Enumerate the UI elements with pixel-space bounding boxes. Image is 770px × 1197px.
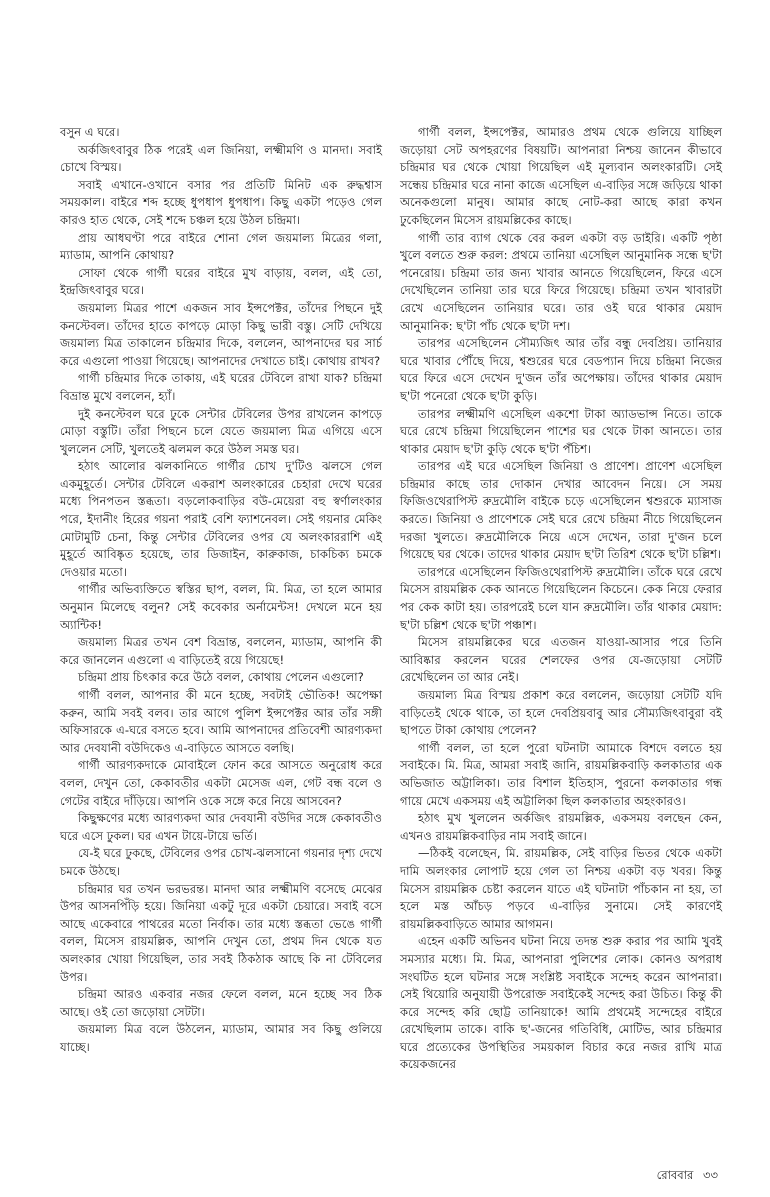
paragraph: গার্গী চন্দ্রিমার দিকে তাকায়, এই ঘরের টেবিলে রাখা যাক? চন্দ্রিমা বিভ্রান্ত মুখে বললেন, হ্যাঁ। [60,371,382,403]
paragraph: এহেন একটি অভিনব ঘটনা নিয়ে তদন্ত শুরু করার পর আমি খুবই সমস্যার মধ্যে। মি. মিত্র, আপনারা পুলিশের লোক। কোনও অপরাধ সংঘটিত হলে ঘটনার সঙ্গে সংশ্লিষ্ট সবাইকে সন্দেহ করেন আপনারা। সেই থিয়োরি অনুযায়ী উপরোক্ত সবাইকেই সন্দেহ করা উচিত। কিন্তু কী করে সন্দেহ করি ছোট্ট তানিয়াকে! আমি প্রথমেই সন্দেহের বাইরে রেখেছিলাম তাকে। বাকি ছ'-জনের গতিবিধি, মোটিভ, আর চন্দ্রিমার ঘরে প্রত্যেকের উপস্থিতির সময়কাল বিচার করে নজর রাখি মাত্র কয়েকজনের [400,934,722,1072]
paragraph: যে-ই ঘরে ঢুকছে, টেবিলের ওপর চোখ-ঝলসানো গয়নার দৃশ্য দেখে চমকে উঠছে। [60,846,382,878]
paragraph: চন্দ্রিমা আরও একবার নজর ফেলে বলল, মনে হচ্ছে সব ঠিক আছে। ওই তো জড়োয়া সেটটা। [60,987,382,1019]
paragraph: গার্গীর অভিব্যক্তিতে স্বস্তির ছাপ, বলল, মি. মিত্র, তা হলে আমার অনুমান মিলেছে বলুন? সেই কবেকার অর্নামেন্টস! দেখলে মনে হয় অ্যান্টিক! [60,582,382,632]
paragraph: চন্দ্রিমা প্রায় চিৎকার করে উঠে বলল, কোথায় পেলেন এগুলো? [78,670,364,685]
paragraph: গার্গী বলল, তা হলে পুরো ঘটনাটা আমাকে বিশদে বলতে হয় সবাইকে। মি. মিত্র, আমরা সবাই জানি, রায়মল্লিকবাড়ি কলকাতার এক অভিজাত অট্টালিকা। তার বিশাল ইতিহাস, পুরনো কলকাতার গন্ধ গায়ে মেখে একসময় এই অট্টালিকা ছিল কলকাতার অহংকারও। [400,740,722,808]
paragraph: জয়মাল্য মিত্র বলে উঠলেন, ম্যাডাম, আমার সব কিছু গুলিয়ে যাচ্ছে। [60,1022,382,1054]
left-column [60,124,382,1056]
paragraph: সোফা থেকে গার্গী ঘরের বাইরে মুখ বাড়ায়, বলল, এই তো, ইন্দ্রজিৎবাবুর ঘরে। [60,265,382,298]
paragraph: বসুন এ ঘরে। [60,125,120,139]
paragraph: তারপর এসেছিলেন সৌম্যজিৎ আর তাঁর বন্ধু দেবপ্রিয়। তানিয়ার ঘরে খাবার পৌঁছে দিয়ে, শ্বশুরের ঘরে বেডপ্যান দিয়ে চন্দ্রিমা নিজের ঘরে ফিরে এসে দেখেন দু'জন তাঁর অপেক্ষায়। তাঁদের থাকার মেয়াদ ছ'টা পনেরো থেকে ছ'টা কুড়ি। [400,336,722,403]
paragraph: জয়মাল্য মিত্র বিস্ময় প্রকাশ করে বললেন, জড়োয়া সেটটি যদি বাড়িতেই থেকে থাকে, তা হলে দেবপ্রিয়বাবু আর সৌম্যজিৎবাবুরা বই ছাপতে টাকা কোথায় পেলেন? [400,688,722,738]
section-name: রোববার [656,1168,694,1182]
paragraph: হঠাৎ মুখ খুললেন অর্কজিৎ রায়মল্লিক, একসময় বলছেন কেন, এখনও রায়মল্লিকবাড়ির নাম সবাই জানে। [400,811,722,843]
paragraph: গার্গী বলল, আপনার কী মনে হচ্ছে, সবটাই ভৌতিক! অপেক্ষা করুন, আমি সবই বলব। তার আগে পুলিশ ইন্সপেক্টর আর তাঁর সঙ্গী অফিসারকে এ-ঘরে বসতে হবে। আমি আপনাদের প্রতিবেশী আরণ্যকদা আর দেবযানী বউদিকেও এ-বাড়িতে আসতে বলছি। [60,688,382,755]
page-footer [651,1167,718,1186]
paragraph: জয়মাল্য মিত্রর তখন বেশ বিভ্রান্ত, বললেন, ম্যাডাম, আপনি কী করে জানলেন এগুলো এ বাড়িতেই রয়ে গিয়েছে! [60,635,382,667]
paragraph: জয়মাল্য মিত্রর পাশে একজন সাব ইন্সপেক্টর, তাঁদের পিছনে দুই কনস্টেবল। তাঁদের হাতে কাপড়ে মোড়া কিছু ভারী বস্তু। সেটি দেখিয়ে জয়মাল্য মিত্র তাকালেন চন্দ্রিমার দিকে, বললেন, আপনাদের ঘর সার্চ করে এগুলো পাওয়া গিয়েছে। আপনাদের দেখাতে চাই। কোথায় রাখব? [60,300,382,368]
paragraph: —ঠিকই বলেছেন, মি. রায়মল্লিক, সেই বাড়ির ভিতর থেকে একটা দামি অলংকার লোপাট হয়ে গেল তা নিশ্চয় একটা বড় খবর। কিন্তু মিসেস রায়মল্লিক চেষ্টা করলেন যাতে এই ঘটনাটা পাঁচকান না হয়, তা হলে মস্ত আঁচড় পড়বে এ-বাড়ির সুনামে। সেই কারণেই রায়মল্লিকবাড়িতে আমার আগমন। [400,846,722,931]
paragraph: সবাই এখানে-ওখানে বসার পর প্রতিটি মিনিট এক রুদ্ধশ্বাস সময়কাল। বাইরে শব্দ হচ্ছে ধুপধাপ ধুপধাপ। কিছু একটা পড়েও গেল কারও হাত থেকে, সেই শব্দে চঞ্চল হয়ে উঠল চন্দ্রিমা। [60,177,382,227]
paragraph: দুই কনস্টেবল ঘরে ঢুকে সেন্টার টেবিলের উপর রাখলেন কাপড়ে মোড়া বস্তুটি। তাঁরা পিছনে চলে যেতে জয়মাল্য মিত্র এগিয়ে এসে খুললেন সেটি, খুলতেই ঝলমল করে উঠল সমস্ত ঘর। [60,406,382,456]
paragraph: কিছুক্ষণের মধ্যে আরণ্যকদা আর দেবযানী বউদির সঙ্গে কেকাবতীও ঘরে এসে ঢুকল। ঘর এখন টায়ে-টায়ে ভর্তি। [60,811,382,843]
paragraph: অর্কজিৎবাবুর ঠিক পরেই এল জিনিয়া, লক্ষ্মীমণি ও মানদা। সবাই চোখে বিস্ময়। [60,142,382,175]
paragraph: প্রায় আধঘণ্টা পরে বাইরে শোনা গেল জয়মাল্য মিত্রের গলা, ম্যাডাম, আপনি কোথায়? [60,230,382,263]
right-column [400,124,722,1074]
paragraph: তারপর লক্ষ্মীমণি এসেছিল একশো টাকা অ্যাডভান্স নিতে। তাকে ঘরে রেখে চন্দ্রিমা গিয়েছিলেন পাশের ঘর থেকে টাকা আনতে। তার থাকার মেয়াদ ছ'টা কুড়ি থেকে ছ'টা পঁচিশ। [400,406,722,456]
page-number: ৩৩ [703,1168,718,1182]
paragraph: হঠাৎ আলোর ঝলকানিতে গার্গীর চোখ দু'টিও ঝলসে গেল একমুহূর্তে। সেন্টার টেবিলে একরাশ অলংকারের চেহারা দেখে ঘরের মধ্যে পিনপতন স্তব্ধতা। বড়লোকবাড়ির বউ-মেয়েরা বহু স্বর্ণালংকার পরে, ইদানীং হিরের গয়না পরাই বেশি ফ্যাশনেবল। সেই গয়নার মেকিং মোটামুটি চেনা, কিন্তু সেন্টার টেবিলের ওপর যে অলংকাররাশি এই মুহূর্তে আবিষ্কৃত হয়েছে, তার ডিজাইন, কারুকাজ, চাকচিক্য চমকে দেওয়ার মতো। [60,459,382,579]
paragraph: চন্দ্রিমার ঘর তখন ভরভরন্ত। মানদা আর লক্ষ্মীমণি বসেছে মেঝের উপর আসনপিঁড়ি হয়ে। জিনিয়া একটু দূরে একটা চেয়ারে। সবাই বসে আছে একেবারে পাথরের মতো নির্বাক। তার মধ্যে স্তব্ধতা ভেঙে গার্গী বলল, মিসেস রায়মল্লিক, আপনি দেখুন তো, প্রথম দিন থেকে যত অলংকার খোয়া গিয়েছিল, তার সবই ঠিকঠাক আছে কি না টেবিলের উপর। [60,881,382,984]
paragraph: গার্গী আরণ্যকদাকে মোবাইলে ফোন করে আসতে অনুরোধ করে বলল, দেখুন তো, কেকাবতীর একটা মেসেজ এল, গেট বন্ধ বলে ও গেটের বাইরে দাঁড়িয়ে। আপনি ওকে সঙ্গে করে নিয়ে আসবেন? [60,758,382,808]
paragraph: গার্গী বলল, ইন্সপেক্টর, আমারও প্রথম থেকে গুলিয়ে যাচ্ছিল জড়োয়া সেট অপহরণের বিষয়টি। আপনারা নিশ্চয় জানেন কীভাবে চন্দ্রিমার ঘর থেকে খোয়া গিয়েছিল এই মূল্যবান অলংকারটি। সেই সন্ধেয় চন্দ্রিমার ঘরে নানা কাজে এসেছিল এ-বাড়ির সঙ্গে জড়িয়ে থাকা অনেকগুলো মানুষ। আমার কাছে নোট-করা আছে কারা কখন ঢুকেছিলেন মিসেস রায়মল্লিকের কাছে। [400,125,722,227]
paragraph: তারপর এই ঘরে এসেছিল জিনিয়া ও প্রাণেশ। প্রাণেশ এসেছিল চন্দ্রিমার কাছে তার দোকান দেখার আবেদন নিয়ে। সে সময় ফিজিওথেরাপিস্ট রুদ্রমৌলি বাইকে চড়ে এসেছিলেন শ্বশুরকে ম্যাসাজ করতে। জিনিয়া ও প্রাণেশকে সেই ঘরে রেখে চন্দ্রিমা নীচে গিয়েছিলেন দরজা খুলতে। রুদ্রমৌলিকে নিয়ে এসে দেখেন, তারা দু'জন চলে গিয়েছে ঘর থেকে। তাদের থাকার মেয়াদ ছ'টা তিরিশ থেকে ছ'টা চল্লিশ। [400,459,722,562]
paragraph: মিসেস রায়মল্লিকের ঘরে এতজন যাওয়া-আসার পরে তিনি আবিষ্কার করলেন ঘরের শেলফের ওপর যে-জড়োয়া সেটটি রেখেছিলেন তা আর নেই। [400,635,722,685]
paragraph: গার্গী তার ব্যাগ থেকে বের করল একটা বড় ডাইরি। একটি পৃষ্ঠা খুলে বলতে শুরু করল: প্রথমে তানিয়া এসেছিল আনুমানিক সন্ধে ছ'টা পনেরোয়। চন্দ্রিমা তার জন্য খাবার আনতে গিয়েছিলেন, ফিরে এসে দেখেছিলেন তানিয়া তার ঘরে ফিরে গিয়েছে। চন্দ্রিমা তখন খাবারটা রেখে এসেছিলেন তানিয়ার ঘরে। তার ওই ঘরে থাকার মেয়াদ আনুমানিক: ছ'টা পাঁচ থেকে ছ'টা দশ। [400,230,722,333]
paragraph: তারপরে এসেছিলেন ফিজিওথেরাপিস্ট রুদ্রমৌলি। তাঁকে ঘরে রেখে মিসেস রায়মল্লিক কেক আনতে গিয়েছিলেন কিচেনে। কেক নিয়ে ফেরার পর কেক কাটা হয়। তারপরেই চলে যান রুদ্রমৌলি। তাঁর থাকার মেয়াদ: ছ'টা চল্লিশ থেকে ছ'টা পঞ্চাশ। [400,564,722,632]
